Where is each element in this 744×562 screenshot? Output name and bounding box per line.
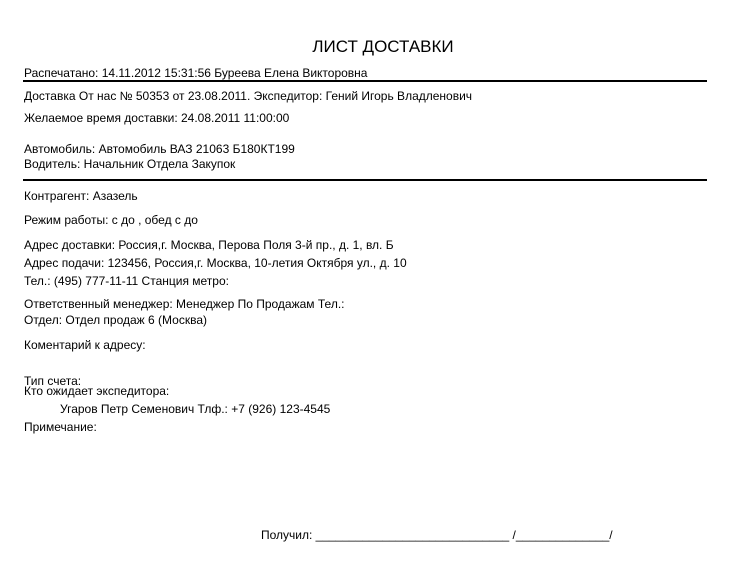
phone-line: Тел.: (495) 777-11-11 Станция метро: — [24, 274, 229, 288]
printed-line: Распечатано: 14.11.2012 15:31:56 Буреева Елена Викторовна — [24, 66, 368, 80]
vehicle-line: Автомобиль: Автомобиль ВАЗ 21063 Б180КТ199 — [24, 142, 295, 156]
driver-line: Водитель: Начальник Отдела Закупок — [24, 157, 236, 171]
address-comment-line: Коментарий к адресу: — [24, 338, 146, 352]
received-signature-line: Получил: _____________________________ /______________/ — [261, 528, 613, 542]
desired-time-line: Желаемое время доставки: 24.08.2011 11:00:00 — [24, 111, 290, 125]
submit-address-line: Адрес подачи: 123456, Россия,г. Москва, 10-летия Октября ул., д. 10 — [24, 256, 407, 270]
contact-line: Угаров Петр Семенович Тлф.: +7 (926) 123-4545 — [60, 402, 331, 416]
work-hours-line: Режим работы: с до , обед с до — [24, 213, 198, 227]
awaiting-line: Кто ожидает экспедитора: — [24, 384, 170, 398]
delivery-line: Доставка От нас № 50353 от 23.08.2011. Экспедитор: Гений Игорь Владленович — [24, 89, 473, 103]
middle-divider — [23, 179, 707, 181]
note-line: Примечание: — [24, 420, 97, 434]
delivery-address-line: Адрес доставки: Россия,г. Москва, Перова Поля 3-й пр., д. 1, вл. Б — [24, 238, 394, 252]
manager-line: Ответственный менеджер: Менеджер По Продажам Тел.: — [24, 297, 345, 311]
invoice-type-line: Тип счета: — [24, 374, 82, 388]
page-title: ЛИСТ ДОСТАВКИ — [312, 37, 454, 56]
top-divider — [23, 80, 707, 82]
department-line: Отдел: Отдел продаж 6 (Москва) — [24, 313, 208, 327]
counterparty-line: Контрагент: Азазель — [24, 189, 138, 203]
